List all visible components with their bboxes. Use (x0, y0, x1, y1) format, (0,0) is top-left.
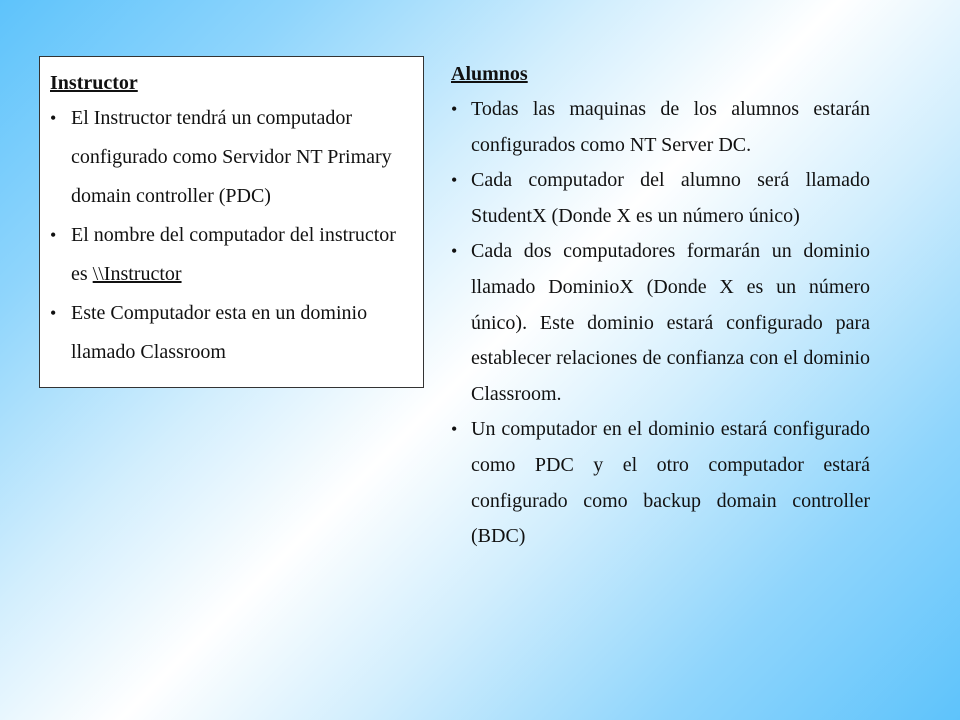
bullet-icon: • (451, 99, 458, 119)
instructor-box (39, 56, 424, 388)
alumnos-section (451, 56, 870, 555)
instructor-item-pdc (50, 99, 413, 216)
bullet-icon: • (451, 419, 458, 440)
alumnos-list (451, 92, 870, 555)
alumnos-heading: Alumnos (451, 63, 528, 85)
instructor-item-text: Este Computador esta en un dominio llamado Classroom (71, 302, 368, 363)
alumnos-item-text: Cada dos computadores formarán un dominio llamado DominioX (Donde X es un número único). Este dominio estará configurado para establecer relaciones de confianza con el dominio Classroom. (471, 240, 870, 405)
alumnos-item-config (451, 92, 870, 163)
alumnos-item-text: Todas las maquinas de los alumnos estarán configurados como NT Server DC. (471, 98, 870, 156)
instructor-item-domain (50, 294, 413, 372)
alumnos-item-domain (451, 234, 870, 412)
bullet-icon: • (50, 225, 57, 245)
bullet-icon: • (451, 241, 458, 262)
bullet-icon: • (451, 170, 458, 191)
alumnos-item-text: Un computador en el dominio estará configurado como PDC y el otro computador estará configurado como backup domain controller (BDC) (471, 418, 870, 548)
instructor-list (50, 99, 413, 372)
alumnos-item-name (451, 163, 870, 234)
alumnos-item-text: Cada computador del alumno será llamado StudentX (Donde X es un número único) (471, 169, 870, 227)
bullet-icon: • (50, 108, 57, 128)
instructor-item-text: El nombre del computador del instructor es (71, 224, 396, 285)
instructor-heading: Instructor (50, 72, 138, 94)
bullet-icon: • (50, 303, 57, 323)
alumnos-item-pdc-bdc (451, 412, 870, 554)
instructor-unc-link[interactable]: \\Instructor (92, 263, 182, 285)
instructor-item-text: El Instructor tendrá un computador configurado como Servidor NT Primary domain controller (PDC) (71, 107, 392, 207)
instructor-item-name (50, 216, 413, 294)
